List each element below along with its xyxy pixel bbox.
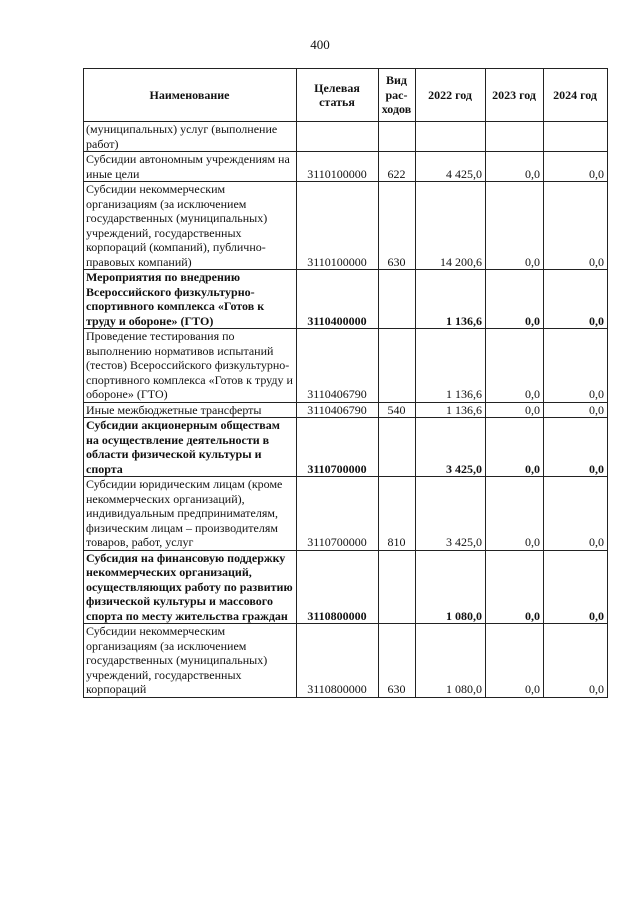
cell-2024: 0,0	[544, 402, 608, 418]
cell-2023: 0,0	[486, 418, 544, 477]
cell-2024	[544, 122, 608, 152]
cell-name: Субсидии некоммерческим организациям (за исключением государственных (муниципальных) учреждений, государственных корпораций (компаний), публично-правовых компаний)	[84, 182, 297, 270]
header-expense-type-line1: Вид	[386, 73, 407, 88]
cell-2023: 0,0	[486, 329, 544, 403]
cell-2022: 1 080,0	[416, 624, 486, 698]
table-row	[84, 270, 608, 329]
budget-table	[83, 68, 608, 698]
cell-target-article: 3110800000	[297, 550, 379, 624]
table-row	[84, 122, 608, 152]
cell-2023: 0,0	[486, 270, 544, 329]
cell-2024: 0,0	[544, 182, 608, 270]
cell-expense-type: 810	[379, 477, 416, 551]
cell-expense-type	[379, 418, 416, 477]
cell-target-article: 3110406790	[297, 329, 379, 403]
header-expense-type-line2: рас-	[385, 87, 408, 102]
cell-expense-type: 622	[379, 152, 416, 182]
header-name: Наименование	[84, 69, 297, 122]
cell-2024: 0,0	[544, 270, 608, 329]
cell-name: Субсидии некоммерческим организациям (за исключением государственных (муниципальных) учреждений, государственных корпораций	[84, 624, 297, 698]
cell-2023: 0,0	[486, 152, 544, 182]
cell-expense-type	[379, 550, 416, 624]
cell-2022: 4 425,0	[416, 152, 486, 182]
cell-name: (муниципальных) услуг (выполнение работ)	[84, 122, 297, 152]
table-row	[84, 329, 608, 403]
cell-target-article: 3110800000	[297, 624, 379, 698]
cell-2023: 0,0	[486, 624, 544, 698]
header-expense-type-line3: ходов	[381, 102, 412, 117]
cell-2023	[486, 122, 544, 152]
cell-2022: 14 200,6	[416, 182, 486, 270]
header-2024: 2024 год	[544, 69, 608, 122]
cell-2022: 1 136,6	[416, 270, 486, 329]
cell-2022: 1 080,0	[416, 550, 486, 624]
cell-2022: 3 425,0	[416, 477, 486, 551]
cell-target-article: 3110100000	[297, 152, 379, 182]
table-row	[84, 418, 608, 477]
cell-expense-type: 630	[379, 624, 416, 698]
cell-expense-type	[379, 270, 416, 329]
header-target-article-line2: статья	[319, 95, 355, 109]
cell-2022: 1 136,6	[416, 329, 486, 403]
cell-expense-type	[379, 122, 416, 152]
cell-expense-type: 630	[379, 182, 416, 270]
cell-2024: 0,0	[544, 329, 608, 403]
cell-target-article: 3110406790	[297, 402, 379, 418]
cell-target-article: 3110700000	[297, 418, 379, 477]
table-row	[84, 624, 608, 698]
cell-target-article: 3110400000	[297, 270, 379, 329]
cell-expense-type	[379, 329, 416, 403]
table-row	[84, 550, 608, 624]
table-header-row	[84, 69, 608, 122]
cell-2022: 1 136,6	[416, 402, 486, 418]
cell-2022: 3 425,0	[416, 418, 486, 477]
table-row	[84, 182, 608, 270]
cell-2022	[416, 122, 486, 152]
cell-expense-type: 540	[379, 402, 416, 418]
cell-name: Мероприятия по внедрению Всероссийского физкультурно-спортивного комплекса «Готов к труду и обороне» (ГТО)	[84, 270, 297, 329]
cell-name: Субсидии автономным учреждениям на иные цели	[84, 152, 297, 182]
cell-2023: 0,0	[486, 182, 544, 270]
cell-2024: 0,0	[544, 477, 608, 551]
header-2023: 2023 год	[486, 69, 544, 122]
table-row	[84, 477, 608, 551]
table-row	[84, 402, 608, 418]
cell-2024: 0,0	[544, 152, 608, 182]
cell-target-article: 3110100000	[297, 182, 379, 270]
cell-name: Иные межбюджетные трансферты	[84, 402, 297, 418]
cell-2024: 0,0	[544, 418, 608, 477]
header-expense-type	[379, 69, 416, 122]
cell-2023: 0,0	[486, 477, 544, 551]
cell-name: Субсидия на финансовую поддержку некоммерческих организаций, осуществляющих работу по развитию физической культуры и массового спорта по месту жительства граждан	[84, 550, 297, 624]
header-target-article-line1: Целевая	[314, 80, 360, 95]
cell-2024: 0,0	[544, 624, 608, 698]
cell-2023: 0,0	[486, 550, 544, 624]
header-2022: 2022 год	[416, 69, 486, 122]
cell-name: Проведение тестирования по выполнению нормативов испытаний (тестов) Всероссийского физкультурно-спортивного комплекса «Готов к труду и обороне» (ГТО)	[84, 329, 297, 403]
cell-2024: 0,0	[544, 550, 608, 624]
cell-name: Субсидии акционерным обществам на осуществление деятельности в области физической культуры и спорта	[84, 418, 297, 477]
cell-2023: 0,0	[486, 402, 544, 418]
header-target-article	[297, 69, 379, 122]
cell-target-article: 3110700000	[297, 477, 379, 551]
table-row	[84, 152, 608, 182]
table-body	[84, 122, 608, 698]
page-number: 400	[310, 37, 330, 52]
cell-target-article	[297, 122, 379, 152]
cell-name: Субсидии юридическим лицам (кроме некоммерческих организаций), индивидуальным предпринимателям, физическим лицам – производителям товаров, работ, услуг	[84, 477, 297, 551]
